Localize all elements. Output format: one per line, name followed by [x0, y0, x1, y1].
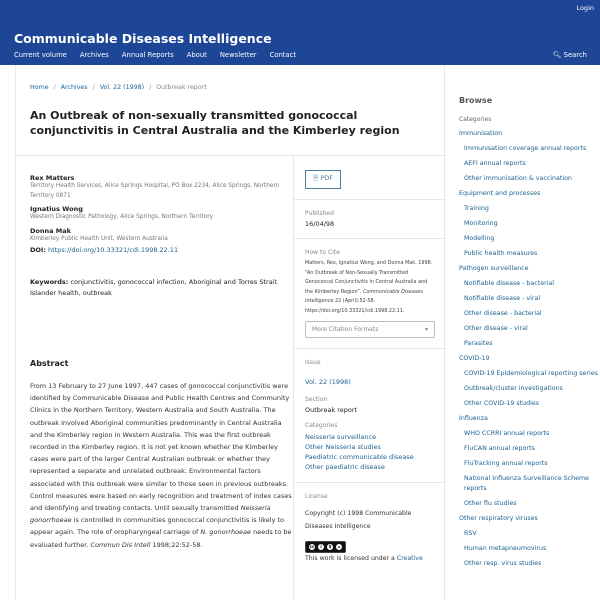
sidebar-category-item[interactable]: Other flu studies	[464, 500, 517, 507]
main-nav	[14, 51, 296, 59]
nav-newsletter[interactable]: Newsletter	[219, 51, 257, 59]
nav-annual-reports[interactable]: Annual Reports	[121, 51, 174, 59]
breadcrumb-home[interactable]: Home	[30, 84, 49, 91]
sidebar-category-item[interactable]: Public health measures	[464, 250, 538, 257]
published-label: Published	[305, 210, 334, 217]
sidebar-category-item[interactable]: Other disease - viral	[464, 325, 528, 332]
authors-list	[30, 170, 280, 244]
category-link[interactable]: Neisseria surveillance	[305, 433, 377, 441]
section-value: Outbreak report	[305, 406, 358, 414]
sidebar-category-item[interactable]: FluTracking annual reports	[464, 460, 548, 467]
category-list	[459, 129, 599, 569]
sidebar-category-item[interactable]: Parasites	[464, 340, 493, 347]
sidebar-category-item[interactable]: Pathogen surveillance	[459, 265, 529, 272]
sidebar-category-item[interactable]: Monitoring	[464, 220, 498, 227]
category-link[interactable]: Paediatric communicable disease	[305, 453, 414, 461]
search-icon: 🔍︎	[552, 51, 562, 59]
author-affiliation: Western Diagnostic Pathology, Alice Springs, Northern Territory	[30, 214, 214, 220]
license-label: License	[305, 493, 328, 500]
nav-current-volume[interactable]: Current volume	[14, 51, 67, 59]
search-label: Search	[563, 51, 587, 59]
article-details	[294, 155, 446, 576]
doi	[30, 246, 178, 254]
sidebar-category-item[interactable]: Human metapneumovirus	[464, 545, 547, 552]
search-link[interactable]	[553, 51, 587, 59]
nav-about[interactable]: About	[186, 51, 207, 59]
sidebar-category-item[interactable]: RSV	[464, 530, 477, 537]
breadcrumb: Home / Archives / Vol. 22 (1998) / Outbreak report	[30, 84, 207, 91]
doi-label: DOI:	[30, 246, 46, 254]
keywords-label: Keywords:	[30, 278, 69, 286]
citation-text: Matters, Rex, Ignatius Wong, and Donna Mak. 1998. “An Outbreak of Non-Sexually Transmitted Gonococcal Conjunctivitis in Central Australia and the Kimberley Region”. Communicable Diseases Intelligence 22 (April):52-58. https://doi.org/10.33321/cdi.1998.22.11.	[305, 260, 433, 314]
sidebar-category-item[interactable]: Other disease - bacterial	[464, 310, 542, 317]
abstract-heading: Abstract	[30, 359, 69, 368]
category-link[interactable]: Other paediatric disease	[305, 463, 385, 471]
article-title: An Outbreak of non-sexually transmitted gonococcal conjunctivitis in Central Australia and the Kimberley region	[30, 109, 400, 137]
login-link[interactable]: Login	[576, 4, 594, 12]
sidebar-category-item[interactable]: COVID-19 Epidemiological reporting series	[464, 370, 598, 377]
sidebar-category-item[interactable]: Training	[464, 205, 489, 212]
sidebar-category-item[interactable]: Other COVID-19 studies	[464, 400, 540, 407]
license-statement: This work is licensed under a Creative	[305, 555, 423, 562]
doi-link[interactable]: https://doi.org/10.33321/cdi.1998.22.11	[48, 246, 179, 254]
breadcrumb-volume[interactable]: Vol. 22 (1998)	[99, 84, 145, 91]
author-name: Rex Matters	[30, 174, 75, 182]
sidebar-category-item[interactable]: COVID-19	[459, 355, 490, 362]
site-title[interactable]: Communicable Diseases Intelligence	[14, 31, 272, 46]
categories-heading: Categories	[459, 116, 492, 123]
browse-sidebar	[459, 96, 599, 574]
abstract-text: From 13 February to 27 June 1997, 447 cases of gonococcal conjunctivitis were identified by Communicable Disease and Public Health Centres and Community Clinics in the Northern Territory, Western Australia and South Australia. The outbreak involved Aboriginal communities predominantly in Central Australia and the Kimberley region in Western Australia. This was the first outbreak recorded in the Kimberley region. It is not yet known whether the Kimberley cases were part of the larger Central Australian outbreak or whether they represented a separate and unrelated outbreak. Environmental factors associated with this outbreak were similar to those seen in previous outbreaks. Control measures were based on early recognition and treatment of index cases and identifying and treating contacts. Until sexually transmitted Neisseria gonorrhoeae is controlled in communities gonococcal conjunctivitis is likely to appear again. The role of oropharyngeal carriage of N. gonorrhoeae needs to be evaluated further. Commun Dis Intell 1998;22:52-58.	[30, 382, 292, 549]
article-main	[15, 65, 445, 600]
sidebar-category-item[interactable]: Immunisation coverage annual reports	[464, 145, 587, 152]
license-text: Copyright (c) 1998 Communicable Diseases Intelligence	[305, 510, 412, 530]
section-label: Section	[305, 396, 328, 403]
keywords	[30, 277, 280, 298]
author-affiliation: Kimberley Public Health Unit, Western Australia	[30, 235, 168, 242]
sidebar-category-item[interactable]: Other immunisation & vaccination	[464, 175, 572, 182]
issue-link[interactable]: Vol. 22 (1998)	[305, 378, 351, 386]
sidebar-category-item[interactable]: National Influenza Surveillance Scheme reports	[464, 475, 590, 492]
license-link[interactable]: Creative	[396, 555, 423, 562]
sidebar-category-item[interactable]: Modelling	[464, 235, 495, 242]
sidebar-category-item[interactable]: Equipment and processes	[459, 190, 541, 197]
pdf-button[interactable]: 🗎︎ PDF	[305, 170, 341, 189]
sidebar-category-item[interactable]: Outbreak/cluster investigations	[464, 385, 563, 392]
sidebar-category-item[interactable]: Notifiable disease - viral	[464, 295, 541, 302]
nav-archives[interactable]: Archives	[79, 51, 109, 59]
breadcrumb-current: Outbreak report	[156, 84, 207, 91]
sidebar-category-item[interactable]: FluCAN annual reports	[464, 445, 535, 452]
sidebar-category-item[interactable]: Influenza	[459, 415, 488, 422]
sidebar-category-item[interactable]: Other resp. virus studies	[464, 560, 542, 567]
categories-label: Categories	[305, 422, 338, 429]
sidebar-category-item[interactable]: Immunisation	[459, 130, 503, 137]
cite-label: How to Cite	[305, 249, 340, 256]
sidebar-category-item[interactable]: Other respiratory viruses	[459, 515, 538, 522]
sidebar-category-item[interactable]: Notifiable disease - bacterial	[464, 280, 555, 287]
keywords-value: conjunctivitis, gonococcal infection, Aboriginal and Torres Strait Islander health, outbreak	[30, 278, 278, 297]
nav-contact[interactable]: Contact	[269, 51, 297, 59]
citation-formats-dropdown[interactable]: More Citation Formats ▾	[305, 321, 435, 338]
author-name: Ignatius Wong	[30, 205, 83, 213]
sidebar-category-item[interactable]: WHO CCRRI annual reports	[464, 430, 550, 437]
author-name: Donna Mak	[30, 226, 71, 235]
cc-license-badge[interactable]: cc i $ =	[305, 541, 346, 553]
issue-label: Issue	[305, 359, 321, 366]
published-date: 16/04/98	[305, 220, 335, 228]
author-affiliation: Territory Health Services, Alice Springs Hospital, PO Box 2234, Alice Springs, Northern Territory 0871	[30, 183, 280, 199]
breadcrumb-archives[interactable]: Archives	[60, 84, 88, 91]
file-icon: 🗎︎	[313, 174, 319, 182]
category-link[interactable]: Other Neisseria studies	[305, 443, 381, 451]
sidebar-category-item[interactable]: AEFI annual reports	[464, 160, 526, 167]
site-header	[0, 0, 600, 65]
browse-heading: Browse	[459, 96, 493, 105]
caret-down-icon: ▾	[424, 326, 428, 333]
